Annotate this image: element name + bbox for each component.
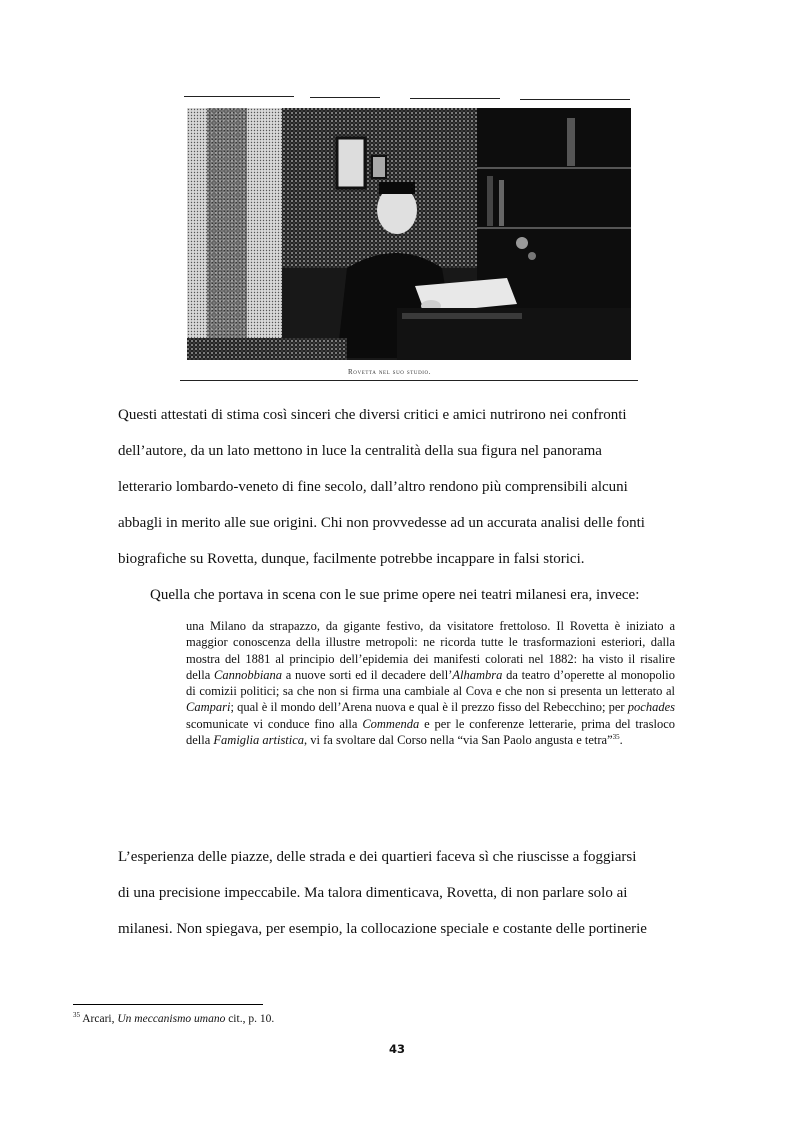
footnote-number: 35 [73,1011,80,1020]
footnote-reference[interactable]: 35 [612,732,620,741]
quote-text: , vi fa svoltare dal Corso nella “via San Paolo angusta e tetra” [304,733,613,748]
paragraph-line: di una precisione impeccabile. Ma talora dimenticava, Rovetta, di non parlare solo ai [118,885,628,901]
footnote [73,1013,274,1025]
paragraph-line: Questi attestati di stima così sinceri che diversi critici e amici nutrirono nei confronti [118,407,627,423]
paragraph-line: letterario lombardo-veneto di fine secolo, dall’altro rendono più comprensibili alcuni [118,479,628,495]
figure-caption: Rovetta nel suo studio. [348,368,432,376]
quote-text: una Milano da strapazzo, da gigante festivo, da visitatore frettoloso. Il Rovetta è iniziato a maggior conoscenza della illustre metropoli: ne ricorda tutte le trasformazioni esteriori, dalla mostra del 1881 al principio dell’epidemia dei manifesti colorati nel 1882: ha visto il risalire della [186,619,675,682]
quote-text: da teatro d’operette al monopolio di comizii politici; sa che non si firma una cambiale al Cova e che non si presenta un letterato al [186,667,676,699]
quote-text: . [619,733,623,748]
paragraph-line: dell’autore, da un lato mettono in luce la centralità della sua figura nel panorama [118,443,602,459]
quote-italic: pochades [627,700,675,715]
footnote-title: Un meccanismo umano [117,1013,226,1025]
footnote-author: Arcari, [82,1013,118,1025]
quote-italic: Commenda [362,716,420,731]
quote-italic: Cannobbiana [214,667,283,682]
paragraph-line: biografiche su Rovetta, dunque, facilmente potrebbe incappare in falsi storici. [118,551,585,567]
paragraph-line: L’esperienza delle piazze, delle strada e dei quartieri faceva sì che riuscisse a foggiarsi [118,849,637,865]
quote-italic: Famiglia artistica [213,733,305,748]
footnote-citation: cit., p. 10. [225,1013,275,1025]
quote-italic: Campari [186,700,231,715]
block-quote [186,618,675,748]
quote-text: scomunicate vi conduce fino alla [186,716,363,731]
photograph-rovetta-in-study [187,108,631,360]
quote-text: a nuove sorti ed il decadere dell’ [282,667,453,682]
quote-text: ; qual è il mondo dell’Arena nuova e qual è il prezzo fisso del Rebecchino; per [230,700,628,715]
footnote-divider [73,1004,263,1005]
quote-italic: Alhambra [452,667,503,682]
paragraph-line: abbagli in merito alle sue origini. Chi non provvedesse ad un accurata analisi delle fonti [118,515,645,531]
quote-text: e per le conferenze letterarie, prima del trasloco della [186,716,675,748]
paragraph-line: Quella che portava in scena con le sue prime opere nei teatri milanesi era, invece: [150,587,640,603]
paragraph-line: milanesi. Non spiegava, per esempio, la collocazione speciale e costante delle portinerie [118,921,647,937]
figure [180,92,638,388]
page-number: 43 [388,1042,405,1056]
